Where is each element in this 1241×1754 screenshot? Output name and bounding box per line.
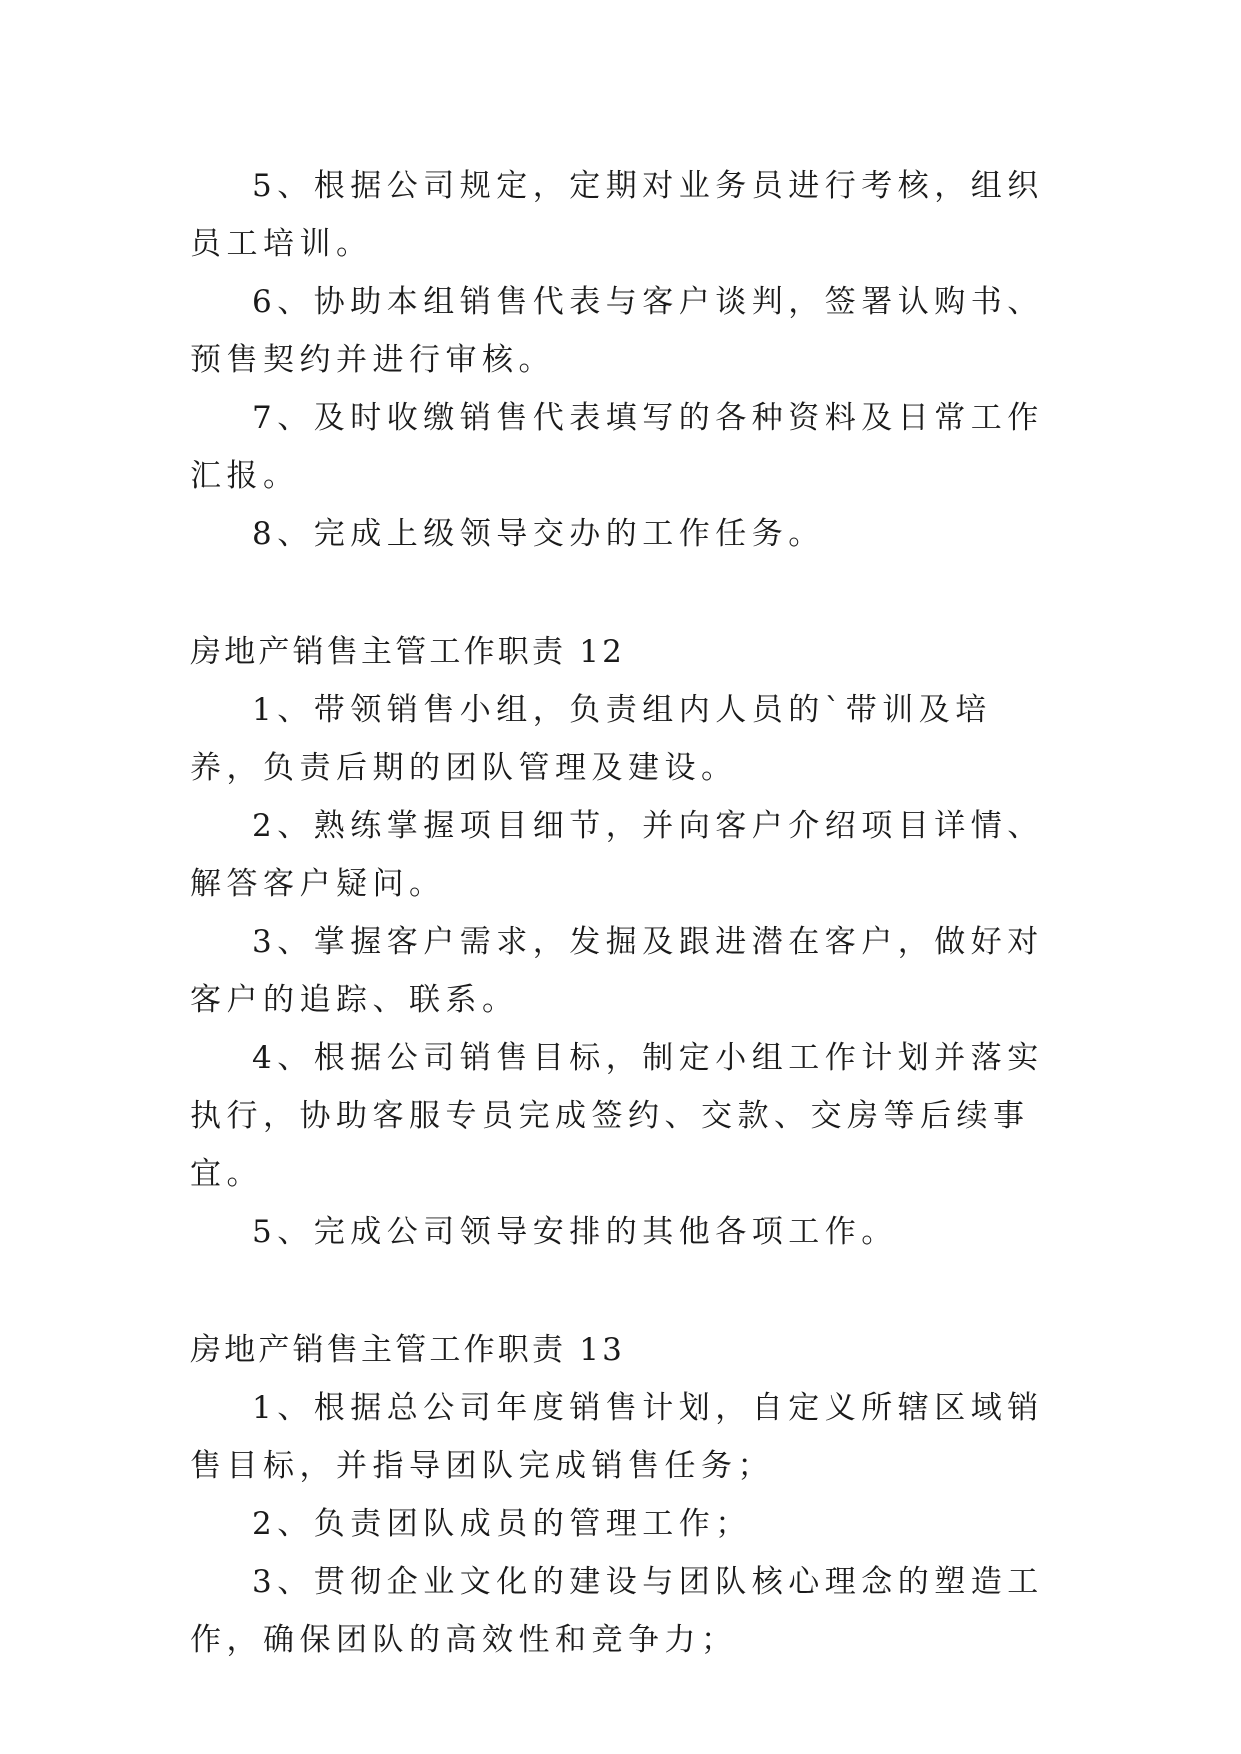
section-12 bbox=[190, 623, 1060, 1261]
list-item: 6、协助本组销售代表与客户谈判，签署认购书、预售契约并进行审核。 bbox=[190, 284, 1044, 378]
list-item: 1、带领销售小组，负责组内人员的`带训及培养，负责后期的团队管理及建设。 bbox=[190, 692, 992, 786]
list-item: 7、及时收缴销售代表填写的各种资料及日常工作汇报。 bbox=[190, 400, 1044, 494]
list-item: 5、根据公司规定，定期对业务员进行考核，组织员工培训。 bbox=[190, 168, 1044, 262]
section-13 bbox=[190, 1321, 1060, 1669]
section-continued bbox=[190, 157, 1060, 563]
list-item: 8、完成上级领导交办的工作任务。 bbox=[252, 516, 825, 552]
list-item: 3、贯彻企业文化的建设与团队核心理念的塑造工作，确保团队的高效性和竞争力； bbox=[190, 1564, 1044, 1658]
list-item: 3、掌握客户需求，发掘及跟进潜在客户，做好对客户的追踪、联系。 bbox=[190, 924, 1044, 1018]
document-page bbox=[190, 157, 1060, 1669]
section-heading: 房地产销售主管工作职责 12 bbox=[190, 634, 626, 670]
list-item: 2、熟练掌握项目细节，并向客户介绍项目详情、解答客户疑问。 bbox=[190, 808, 1044, 902]
list-item: 5、完成公司领导安排的其他各项工作。 bbox=[252, 1214, 898, 1250]
list-item: 1、根据总公司年度销售计划，自定义所辖区域销售目标，并指导团队完成销售任务； bbox=[190, 1390, 1044, 1484]
list-item: 2、负责团队成员的管理工作； bbox=[252, 1506, 752, 1542]
section-heading: 房地产销售主管工作职责 13 bbox=[190, 1332, 626, 1368]
list-item: 4、根据公司销售目标，制定小组工作计划并落实执行，协助客服专员完成签约、交款、交房等后续事宜。 bbox=[190, 1040, 1044, 1192]
